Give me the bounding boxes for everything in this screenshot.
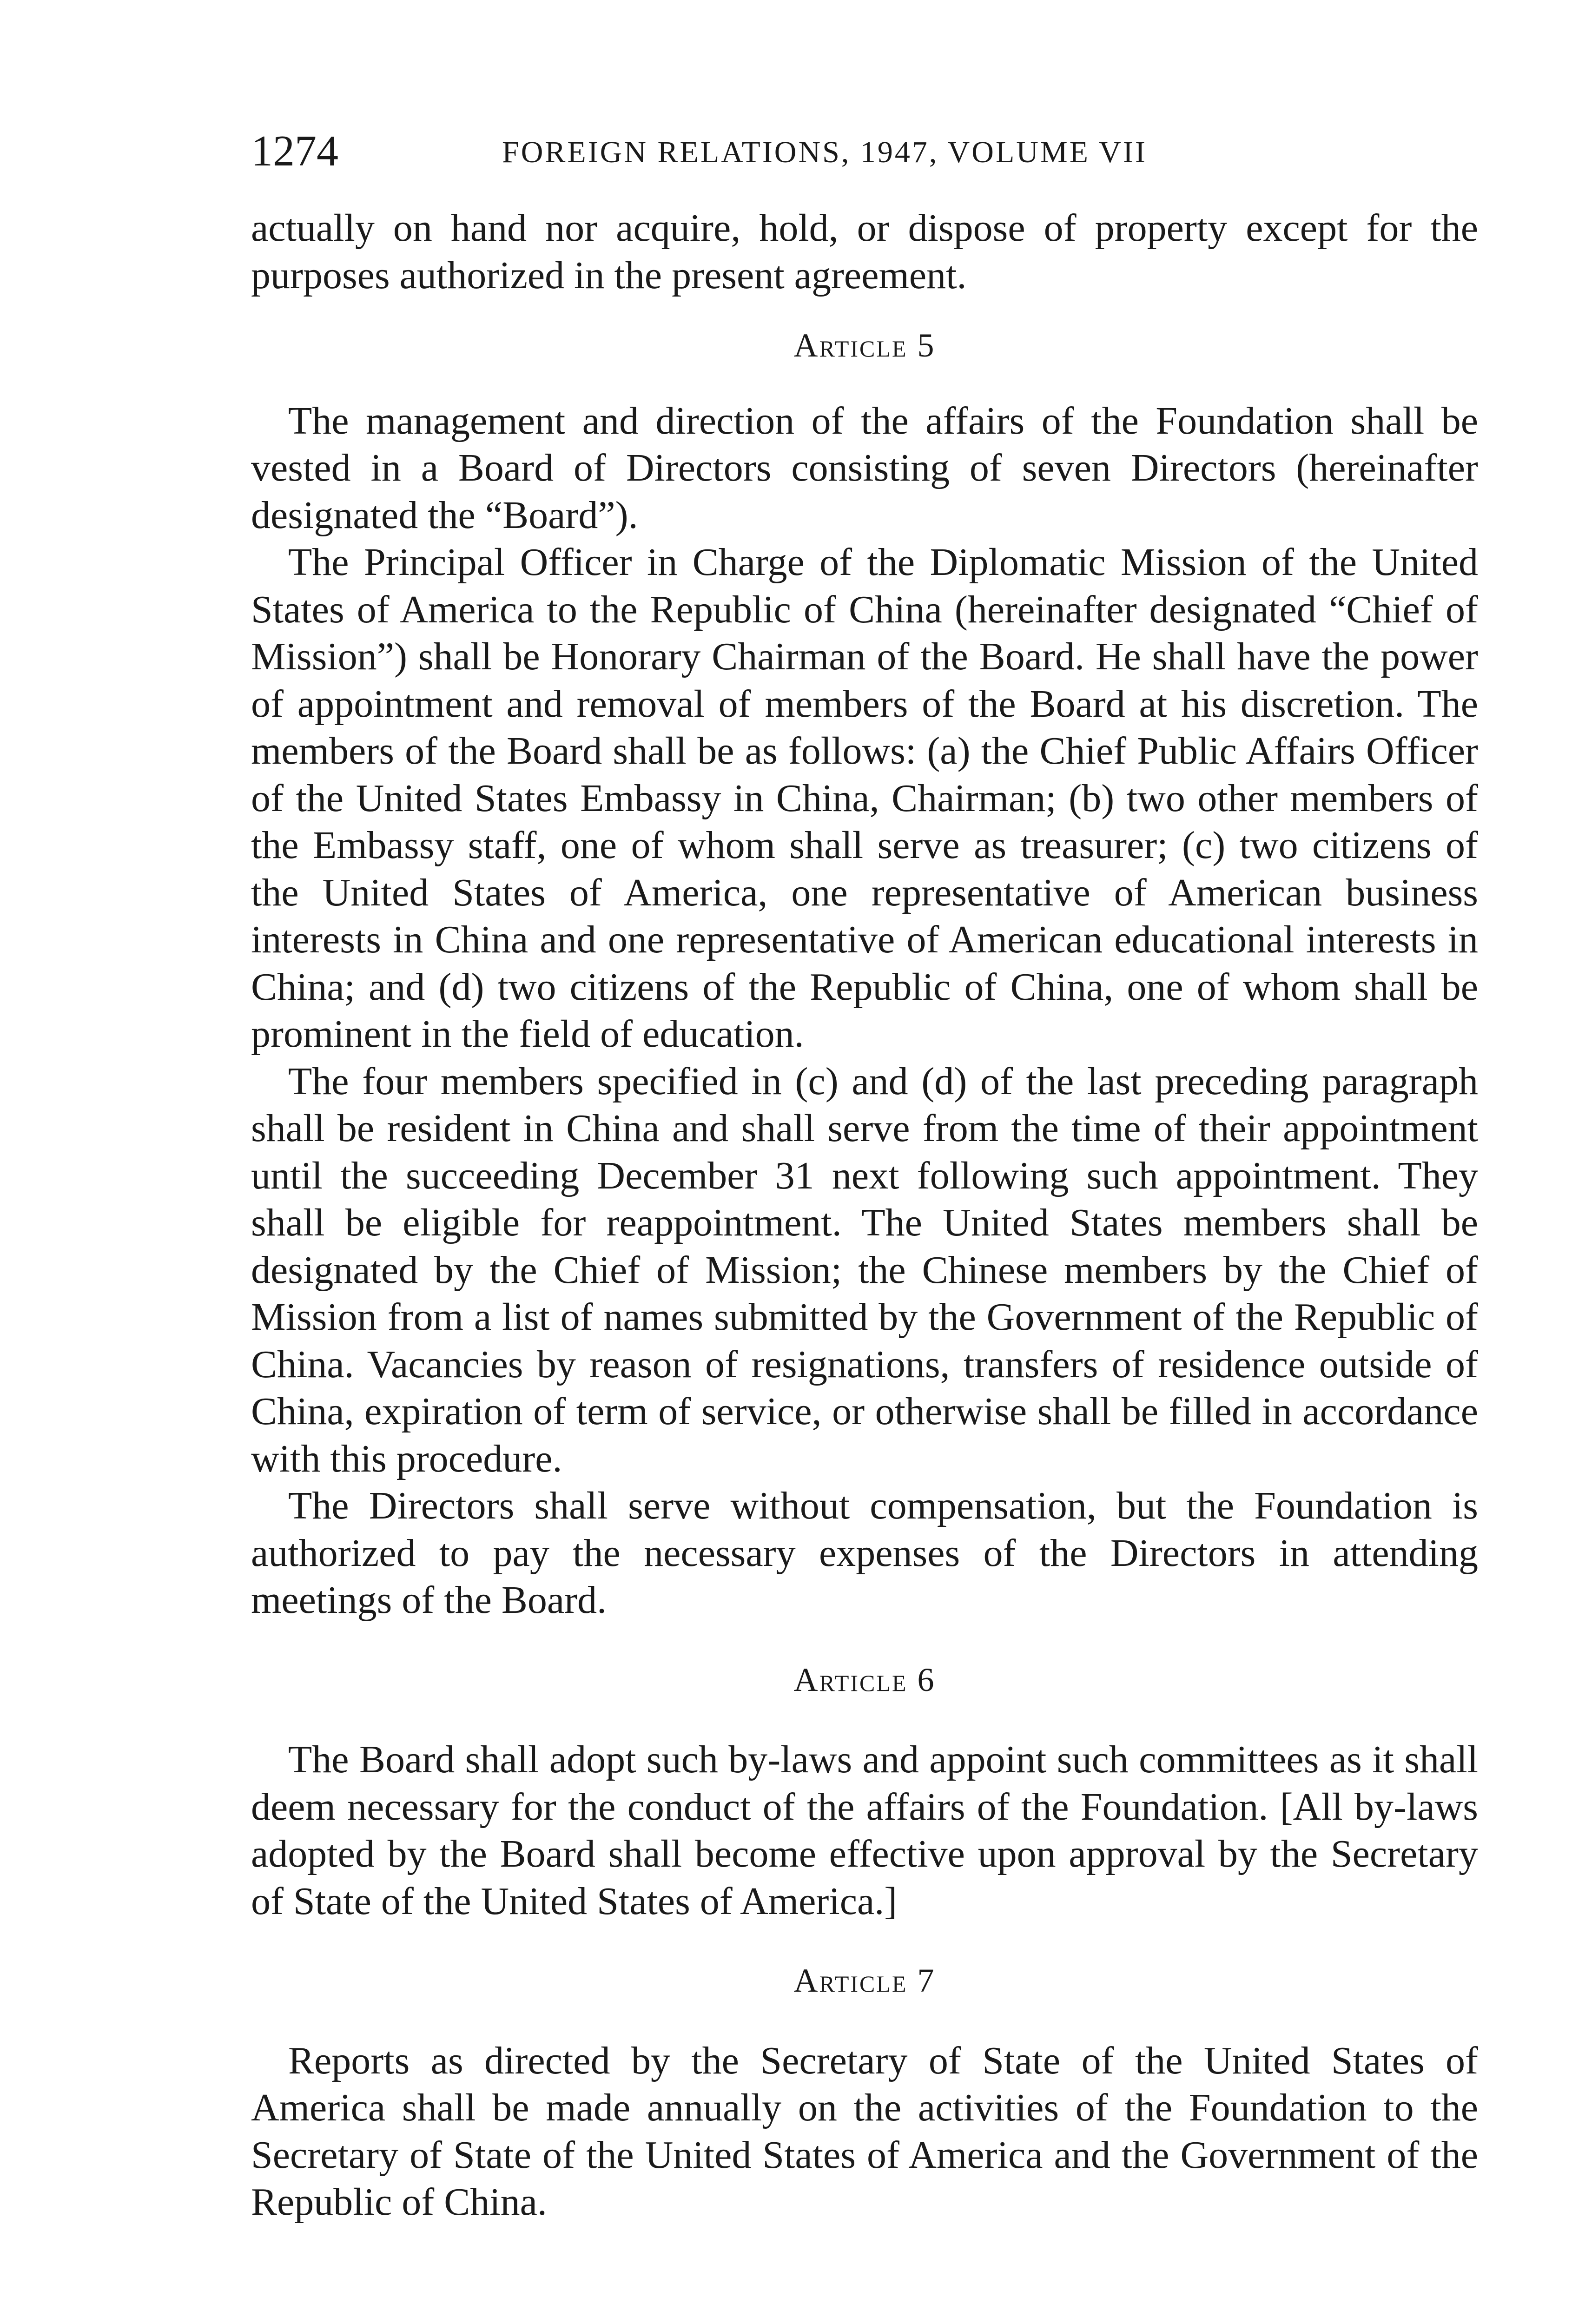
page-number: 1274 xyxy=(251,127,338,175)
paragraph-board-management: The management and direction of the affairs of the Foundation shall be vested in a Board of Directors consisting of seven Directors (hereinafter designated the “Board”). xyxy=(251,399,1478,537)
running-head xyxy=(251,125,1478,177)
paragraph-member-terms: The four members specified in (c) and (d) of the last preceding paragraph shall be resident in China and shall serve from the time of their appointment until the succeeding December 31 next following such appointment. They shall be eligible for reappointment. The United States members shall be designated by the Chief of Mission; the Chinese members by the Chief of Mission from a list of names submitted by the Government of the Republic of China. Vacancies by reason of resignations, transfers of residence outside of China, expiration of term of service, or otherwise shall be filled in accordance with this procedure. xyxy=(251,1059,1478,1480)
body-text xyxy=(251,205,1478,2226)
article-7-heading: Article 7 xyxy=(793,1962,936,1999)
paragraph-board-members: The Principal Officer in Charge of the Diplomatic Mission of the United States of America to the Republic of China (hereinafter designated “Chief of Mission”) shall be Honorary Chairman of the Board. He shall have the power of appointment and removal of members of the Board at his discretion. The members of the Board shall be as follows: (a) the Chief Public Affairs Officer of the United States Embassy in China, Chairman; (b) two other members of the Embassy staff, one of whom shall serve as treasurer; (c) two citizens of the United States of America, one representative of American business interests in China and one representative of American educational interests in China; and (d) two citizens of the Republic of China, one of whom shall be prominent in the field of education. xyxy=(251,541,1478,1056)
paragraph-continuation: actually on hand nor acquire, hold, or dispose of property except for the purposes authorized in the present agreement. xyxy=(251,206,1478,297)
running-head-title: FOREIGN RELATIONS, 1947, VOLUME VII xyxy=(502,135,1147,169)
article-5-heading: Article 5 xyxy=(793,327,936,364)
paragraph-by-laws: The Board shall adopt such by-laws and appoint such committees as it shall deem necessary for the conduct of the affairs of the Foundation. [All by-laws adopted by the Board shall become effective upon approval by the Secretary of State of the United States of America.] xyxy=(251,1738,1478,1923)
paragraph-reports: Reports as directed by the Secretary of State of the United States of America shall be made annually on the activities of the Foundation to the Secretary of State of the United States of America and the Government of the Republic of China. xyxy=(251,2039,1478,2224)
article-6-heading: Article 6 xyxy=(793,1661,936,1698)
paragraph-compensation: The Directors shall serve without compensation, but the Foundation is authorized to pay the necessary expenses of the Directors in attending meetings of the Board. xyxy=(251,1484,1478,1622)
